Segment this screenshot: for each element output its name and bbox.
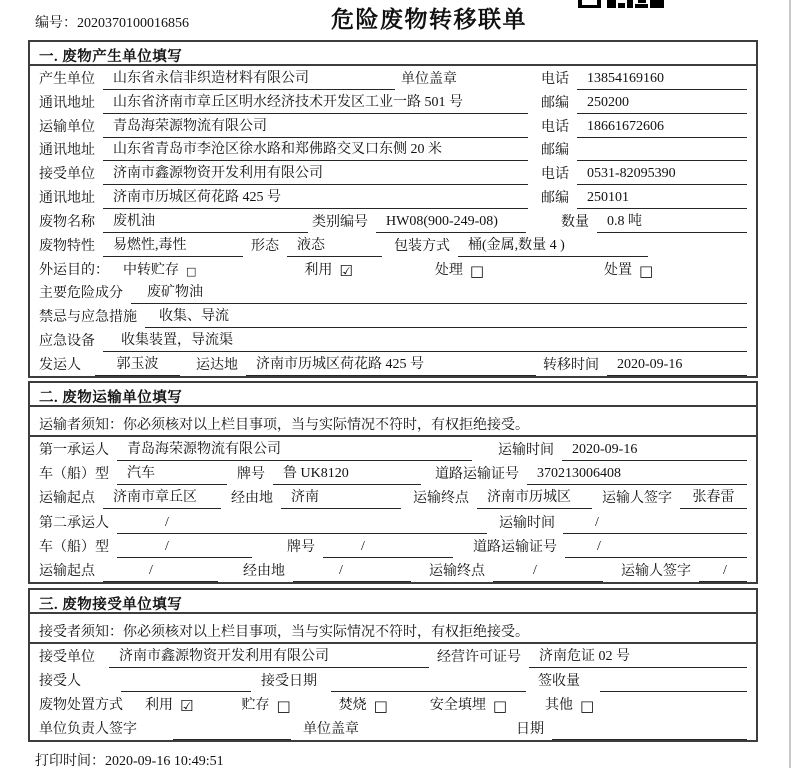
producer-phone-value: 13854169160: [577, 71, 747, 90]
receiver-address-value: 济南市历城区荷花路 425 号: [103, 186, 528, 209]
waste-form-value: 液态: [287, 234, 382, 257]
hazard-components-value: 废矿物油: [131, 281, 747, 304]
purpose-dispose-checkbox-icon: □: [639, 261, 654, 280]
transport-time1-value: 2020-09-16: [562, 442, 747, 461]
received-qty-label: 签收量: [538, 674, 580, 689]
vehicle2-row: [30, 534, 756, 558]
route2-start-label: 运输起点: [39, 563, 95, 579]
transfer-time-value: 2020-09-16: [607, 357, 747, 376]
receiver-row: [30, 161, 756, 185]
plate1-value: 鲁 UK8120: [273, 462, 421, 485]
packing-label: 包装方式: [394, 238, 450, 254]
permit-number-label: 经营许可证号: [437, 650, 521, 665]
disposal-method-label: 废物处置方式: [39, 698, 123, 713]
receiver-phone-value: 0531-82095390: [577, 166, 747, 185]
second-carrier-value: /: [117, 515, 487, 534]
serial-label: 编号：: [35, 16, 77, 31]
responsible-sign-value: [173, 737, 291, 740]
route1-end-label: 运输终点: [413, 491, 469, 507]
disposal-burn-checkbox-icon: □: [373, 697, 388, 715]
acceptor-value: [121, 689, 251, 692]
destination-label: 运达地: [196, 357, 238, 373]
route1-start-label: 运输起点: [39, 491, 95, 507]
document-header: [0, 0, 796, 40]
receiver-zip-value: 250101: [577, 190, 747, 209]
disposal-store-label: 贮存: [241, 698, 270, 713]
responsible-sign-label: 单位负责人签字: [39, 722, 137, 737]
dispatcher-label: 发运人: [39, 357, 81, 373]
transporter-address-value: 山东省青岛市李沧区徐水路和郑佛路交叉口东侧 20 米: [103, 138, 528, 161]
disposal-store-checkbox-icon: □: [276, 697, 291, 715]
route2-end-label: 运输终点: [429, 563, 485, 579]
route2-via-label: 经由地: [243, 563, 285, 579]
route1-start-value: 济南市章丘区: [103, 486, 221, 509]
route2-sign-label: 运输人签字: [621, 563, 691, 579]
disposal-use-checkbox-icon: ☑: [180, 697, 194, 715]
hazard-components-row: [30, 281, 756, 305]
receiver-seal-label: 单位盖章: [303, 722, 359, 737]
vehicle2-type-label: 车（船）型: [39, 539, 109, 555]
vehicle2-type-value: /: [117, 539, 252, 558]
route1-row: [30, 485, 756, 509]
second-carrier-label: 第二承运人: [39, 515, 109, 531]
sign-date-value: [552, 737, 747, 740]
hazard-components-label: 主要危险成分: [39, 286, 123, 302]
plate1-label: 牌号: [237, 467, 265, 483]
waste-props-row: [30, 233, 756, 257]
dispatcher-value: 郭玉波: [95, 353, 180, 376]
transport-time2-label: 运输时间: [499, 515, 555, 531]
serial-number: [35, 12, 189, 32]
print-time: [35, 750, 796, 768]
first-carrier-row: [30, 437, 756, 461]
road-cert1-value: 370213006408: [527, 466, 747, 485]
plate2-value: /: [323, 539, 453, 558]
transporter-phone-label: 电话: [541, 119, 569, 135]
section-producer: [28, 40, 758, 378]
transporter-zip-value: [577, 158, 747, 161]
emergency-equipment-row: [30, 328, 756, 352]
sign-date-label: 日期: [516, 722, 544, 737]
receiver-address-label: 通讯地址: [39, 191, 95, 207]
plate2-label: 牌号: [287, 539, 315, 555]
vehicle1-row: [30, 461, 756, 485]
destination-value: 济南市历城区荷花路 425 号: [246, 353, 536, 376]
waste-qty-label: 数量: [561, 214, 589, 230]
taboo-measures-label: 禁忌与应急措施: [39, 310, 137, 326]
transfer-purpose-row: [30, 257, 756, 281]
purpose-storage-checkbox-icon: □: [186, 264, 197, 278]
section-transporter: [28, 381, 758, 584]
producer-address-label: 通讯地址: [39, 95, 95, 111]
route1-end-value: 济南市历城区: [477, 486, 592, 509]
transporter-zip-label: 邮编: [541, 143, 569, 159]
dispatch-row: [30, 352, 756, 376]
road-cert2-label: 道路运输证号: [473, 539, 557, 555]
purpose-use-checkbox-icon: ☑: [339, 261, 353, 280]
road-cert2-value: /: [565, 539, 747, 558]
second-carrier-row: [30, 509, 756, 533]
received-qty-value: [600, 689, 747, 692]
disposal-landfill-label: 安全填埋: [429, 698, 486, 713]
emergency-equipment-value: 收集装置，导流渠: [103, 329, 747, 352]
route1-sign-label: 运输人签字: [602, 491, 672, 507]
waste-name-value: 废机油: [103, 210, 308, 233]
waste-name-label: 废物名称: [39, 214, 95, 230]
waste-name-row: [30, 209, 756, 233]
receiver-address-row: [30, 185, 756, 209]
route2-row: [30, 558, 756, 582]
first-carrier-label: 第一承运人: [39, 443, 109, 459]
purpose-option-use-label: 利用: [304, 262, 333, 278]
first-carrier-value: 青岛海荣源物流有限公司: [117, 438, 472, 461]
route1-via-label: 经由地: [231, 491, 273, 507]
transporter-phone-value: 18661672606: [577, 119, 747, 138]
disposal-use-label: 利用: [145, 698, 173, 713]
acceptor-row: [30, 668, 756, 692]
purpose-option-dispose-label: 处置: [604, 262, 633, 278]
emergency-equipment-label: 应急设备: [39, 334, 95, 350]
window-edge-line: [789, 0, 791, 768]
disposal-burn-label: 焚烧: [338, 698, 367, 713]
receiver-zip-label: 邮编: [541, 191, 569, 207]
producer-address-row: [30, 90, 756, 114]
transporter-label: 运输单位: [39, 119, 95, 135]
receiver-label: 接受单位: [39, 167, 95, 183]
receiver-phone-label: 电话: [541, 167, 569, 183]
packing-value: 桶(金属,数量 4 ): [458, 234, 648, 257]
transport-time1-label: 运输时间: [498, 443, 554, 459]
disposal-other-label: 其他: [545, 698, 574, 713]
accept-date-label: 接受日期: [261, 674, 317, 689]
waste-code-label: 类别编号: [312, 214, 368, 230]
producer-zip-value: 250200: [577, 95, 747, 114]
print-time-value: 2020-09-16 10:49:51: [105, 754, 224, 768]
transport-time2-value: /: [563, 515, 747, 534]
route1-sign-value: 张春雷: [680, 486, 747, 509]
waste-qty-value: 0.8 吨: [597, 210, 747, 233]
route2-end-value: /: [493, 563, 603, 582]
purpose-option-treat-label: 处理: [434, 262, 463, 278]
unit-seal-label: 单位盖章: [401, 71, 457, 87]
receiver-value: 济南市鑫源物资开发利用有限公司: [103, 162, 528, 185]
transporter-address-row: [30, 138, 756, 162]
route2-sign-value: /: [699, 563, 747, 582]
vehicle1-type-label: 车（船）型: [39, 467, 109, 483]
producer-address-value: 山东省济南市章丘区明水经济技术开发区工业一路 501 号: [103, 91, 528, 114]
print-time-label: 打印时间：: [35, 754, 105, 768]
vehicle1-type-value: 汽车: [117, 462, 227, 485]
route2-via-value: /: [293, 563, 411, 582]
permit-number-value: 济南危证 02 号: [529, 645, 747, 668]
transporter-value: 青岛海荣源物流有限公司: [103, 115, 528, 138]
waste-props-label: 废物特性: [39, 238, 95, 254]
transfer-purpose-label: 外运目的：: [39, 262, 109, 278]
taboo-measures-value: 收集、导流: [145, 305, 747, 328]
producer-label: 产生单位: [39, 71, 95, 87]
producer-phone-label: 电话: [541, 71, 569, 87]
purpose-option-storage-label: 中转贮存: [123, 262, 179, 278]
responsible-sign-row: [30, 716, 756, 740]
accept-date-value: [331, 689, 526, 692]
section-receiver: [28, 588, 758, 742]
producer-zip-label: 邮编: [541, 95, 569, 111]
serial-value: 2020370100016856: [77, 16, 189, 31]
producer-value: 山东省永信非织造材料有限公司: [103, 67, 395, 90]
producer-row: [30, 66, 756, 90]
accepting-unit-row: [30, 644, 756, 668]
waste-form-label: 形态: [251, 238, 279, 254]
route1-via-value: 济南: [281, 486, 401, 509]
disposal-method-row: [30, 692, 756, 716]
disposal-landfill-checkbox-icon: □: [492, 697, 508, 715]
disposal-other-checkbox-icon: □: [580, 697, 595, 715]
section-transporter-heading: 二. 废物运输单位填写: [30, 383, 756, 407]
transporter-row: [30, 114, 756, 138]
purpose-treat-checkbox-icon: □: [469, 261, 485, 280]
waste-code-value: HW08(900-249-08): [376, 214, 526, 233]
section-receiver-heading: 三. 废物接受单位填写: [30, 590, 756, 614]
acceptor-label: 接受人: [39, 674, 81, 689]
taboo-measures-row: [30, 304, 756, 328]
receiver-notice: 接受者须知：你必须核对以上栏目事项，当与实际情况不符时，有权拒绝接受。: [30, 614, 756, 644]
accepting-unit-label: 接受单位: [39, 650, 95, 665]
route2-start-value: /: [103, 563, 218, 582]
transporter-address-label: 通讯地址: [39, 143, 95, 159]
road-cert1-label: 道路运输证号: [435, 467, 519, 483]
qr-code-icon: [578, 0, 664, 9]
page-title: 危险废物转移联单: [331, 7, 527, 32]
waste-props-value: 易燃性,毒性: [103, 234, 243, 257]
accepting-unit-value: 济南市鑫源物资开发利用有限公司: [109, 645, 429, 668]
section-producer-heading: 一. 废物产生单位填写: [30, 42, 756, 66]
transfer-time-label: 转移时间: [543, 357, 599, 373]
transporter-notice: 运输者须知：你必须核对以上栏目事项，当与实际情况不符时，有权拒绝接受。: [30, 407, 756, 437]
